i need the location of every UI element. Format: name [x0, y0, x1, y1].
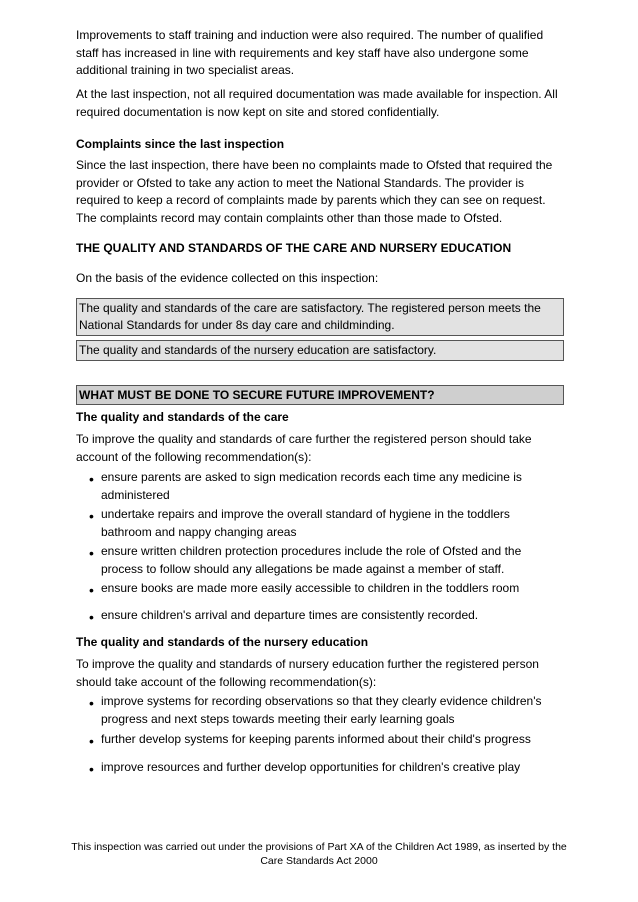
- improvement-heading: WHAT MUST BE DONE TO SECURE FUTURE IMPROVEMENT?: [76, 385, 564, 405]
- list-item-text: further develop systems for keeping parents informed about their child's progress: [101, 732, 531, 746]
- list-item-text: ensure parents are asked to sign medication records each time any medicine is administered: [101, 470, 522, 502]
- list-item-text: ensure children's arrival and departure times are consistently recorded.: [101, 608, 479, 622]
- care-intro: To improve the quality and standards of care further the registered person should take account of the following recommendation(s):: [76, 432, 532, 464]
- bullet-icon: •: [89, 733, 94, 749]
- care-subheading: The quality and standards of the care: [76, 410, 289, 424]
- list-item-text: ensure written children protection procedures include the role of Ofsted and the process to follow should any allegations be made against a member of staff.: [101, 544, 522, 576]
- list-item: [76, 731, 563, 749]
- bullet-icon: •: [89, 471, 94, 487]
- page-footer: This inspection was carried out under the provisions of Part XA of the Children Act 1989, as inserted by the Care Standards Act 2000: [71, 841, 567, 867]
- list-item: [76, 607, 563, 625]
- education-intro: To improve the quality and standards of nursery education further the registered person should take account of the following recommendation(s):: [76, 657, 539, 689]
- quality-intro: On the basis of the evidence collected on this inspection:: [76, 271, 379, 285]
- education-quality-box: The quality and standards of the nursery education are satisfactory.: [76, 340, 564, 361]
- bullet-icon: •: [89, 695, 94, 711]
- staff-training-paragraph: Improvements to staff training and induction were also required. The number of qualified staff has increased in line with requirements and key staff have also undergone some additional training in two specialist areas.: [76, 28, 544, 77]
- list-item: [76, 469, 563, 504]
- quality-heading: THE QUALITY AND STANDARDS OF THE CARE AND NURSERY EDUCATION: [76, 241, 512, 255]
- list-item-text: ensure books are made more easily accessible to children in the toddlers room: [101, 581, 520, 595]
- bullet-icon: •: [89, 508, 94, 524]
- documentation-paragraph: At the last inspection, not all required documentation was made available for inspection. All required documentation is now kept on site and stored confidentially.: [76, 87, 558, 119]
- care-quality-box: The quality and standards of the care are satisfactory. The registered person meets the National Standards for under 8s day care and childminding.: [76, 298, 564, 336]
- education-subheading: The quality and standards of the nursery education: [76, 635, 369, 649]
- list-item: [76, 580, 563, 598]
- list-item-text: improve resources and further develop opportunities for children's creative play: [101, 760, 521, 774]
- list-item: [76, 506, 563, 541]
- bullet-icon: •: [89, 761, 94, 777]
- bullet-icon: •: [89, 582, 94, 598]
- complaints-heading: Complaints since the last inspection: [76, 137, 285, 151]
- list-item: [76, 543, 563, 578]
- list-item-text: improve systems for recording observations so that they clearly evidence children's progress and next steps towards meeting their early learning goals: [101, 694, 542, 726]
- bullet-icon: •: [89, 609, 94, 625]
- bullet-icon: •: [89, 545, 94, 561]
- list-item: [76, 693, 563, 728]
- complaints-paragraph: Since the last inspection, there have been no complaints made to Ofsted that required the provider or Ofsted to take any action to meet the National Standards. The provider is required to keep a record of complaints made by parents which they can see on request. The complaints record may contain complaints other than those made to Ofsted.: [76, 158, 553, 225]
- list-item-text: undertake repairs and improve the overall standard of hygiene in the toddlers bathroom and nappy changing areas: [101, 507, 510, 539]
- list-item: [76, 759, 563, 777]
